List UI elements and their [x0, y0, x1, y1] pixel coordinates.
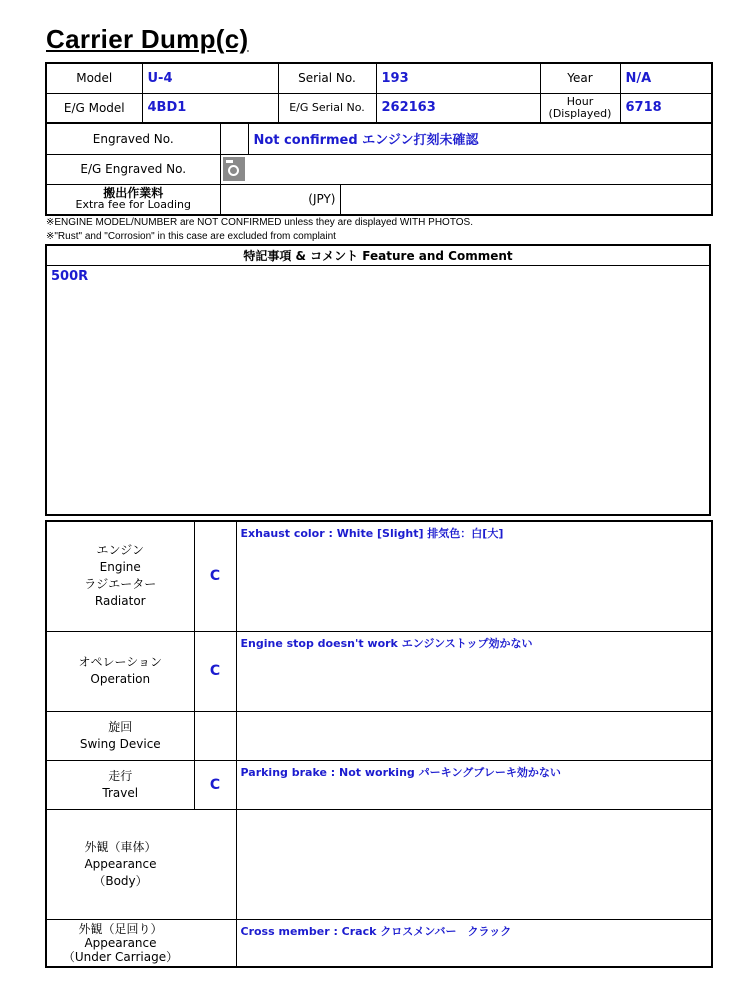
category-line: 外観（車体） [84, 839, 157, 854]
rating-operation: C [194, 631, 236, 711]
category-line: Appearance [84, 856, 157, 871]
eg-serial-value: 262163 [376, 93, 540, 123]
category-line: 旋回 [108, 719, 133, 734]
model-label: Model [46, 63, 142, 93]
engraved-blank [220, 123, 248, 154]
category-swing [46, 711, 194, 760]
header-table [45, 62, 713, 124]
hour-label-line2: (Displayed) [548, 106, 612, 120]
eg-model-value: 4BD1 [142, 93, 278, 123]
rating-undercarriage [194, 919, 236, 967]
eg-serial-label: E/G Serial No. [278, 93, 376, 123]
category-line: 外観（足回り） [78, 921, 163, 936]
category-undercarriage [46, 919, 194, 967]
engraved-label: Engraved No. [46, 123, 220, 154]
camera-icon[interactable] [223, 157, 245, 181]
inspection-row-body [46, 809, 712, 919]
serial-value: 193 [376, 63, 540, 93]
category-line: エンジン [96, 543, 144, 558]
category-line: （Body） [93, 873, 148, 888]
serial-label: Serial No. [278, 63, 376, 93]
eg-engraved-photo[interactable] [220, 154, 248, 184]
comment-travel: Parking brake : Not working パーキングブレーキ効かない [236, 760, 712, 809]
category-line: Radiator [94, 594, 146, 609]
category-line: Operation [90, 672, 151, 686]
inspection-row-travel [46, 760, 712, 809]
eg-engraved-value [248, 154, 712, 184]
category-line: オペレーション [78, 655, 163, 669]
inspection-row-engine [46, 521, 712, 631]
rating-body [194, 809, 236, 919]
hour-label-line1: Hour [566, 94, 594, 108]
year-value: N/A [620, 63, 712, 93]
hour-value: 6718 [620, 93, 712, 123]
comment-undercarriage: Cross member : Crack クロスメンバー クラック [236, 919, 712, 967]
category-operation [46, 631, 194, 711]
extra-fee-unit: (JPY) [220, 184, 340, 215]
category-line: （Under Carriage） [62, 949, 179, 964]
category-body [46, 809, 194, 919]
hour-label [540, 93, 620, 123]
feature-table [45, 244, 711, 516]
eg-engraved-label: E/G Engraved No. [46, 154, 220, 184]
extra-fee-label-en: Extra fee for Loading [75, 198, 191, 212]
extra-fee-value [340, 184, 712, 215]
inspection-row-undercarriage [46, 919, 712, 967]
category-line: Travel [102, 785, 139, 800]
engraved-table [45, 122, 713, 216]
model-value: U-4 [142, 63, 278, 93]
year-label: Year [540, 63, 620, 93]
inspection-row-operation [46, 631, 712, 711]
category-line: Engine [99, 560, 141, 575]
category-line: Swing Device [79, 736, 161, 751]
feature-header: 特記事項 & コメント Feature and Comment [46, 245, 710, 265]
page-title: Carrier Dump(c) [46, 24, 249, 54]
extra-fee-label [46, 184, 220, 215]
inspection-table [45, 520, 713, 968]
category-line: ラジエーター [84, 577, 157, 592]
category-travel [46, 760, 194, 809]
category-engine [46, 521, 194, 631]
category-line: Appearance [84, 935, 157, 950]
comment-body [236, 809, 712, 919]
comment-engine: Exhaust color : White [Slight] 排気色：白[大] [236, 521, 712, 631]
feature-text: 500R [46, 265, 710, 515]
comment-swing [236, 711, 712, 760]
rating-swing [194, 711, 236, 760]
note-rust: ※"Rust" and "Corrosion" in this case are excluded from complaint [46, 231, 336, 242]
extra-fee-label-jp: 搬出作業料 [103, 186, 164, 201]
category-line: 走行 [108, 768, 133, 783]
rating-travel: C [194, 760, 236, 809]
rating-engine: C [194, 521, 236, 631]
engraved-value: Not confirmed エンジン打刻未確認 [248, 123, 712, 154]
comment-operation: Engine stop doesn't work エンジンストップ効かない [236, 631, 712, 711]
eg-model-label: E/G Model [46, 93, 142, 123]
note-engine: ※ENGINE MODEL/NUMBER are NOT CONFIRMED unless they are displayed WITH PHOTOS. [46, 217, 473, 228]
inspection-row-swing [46, 711, 712, 760]
